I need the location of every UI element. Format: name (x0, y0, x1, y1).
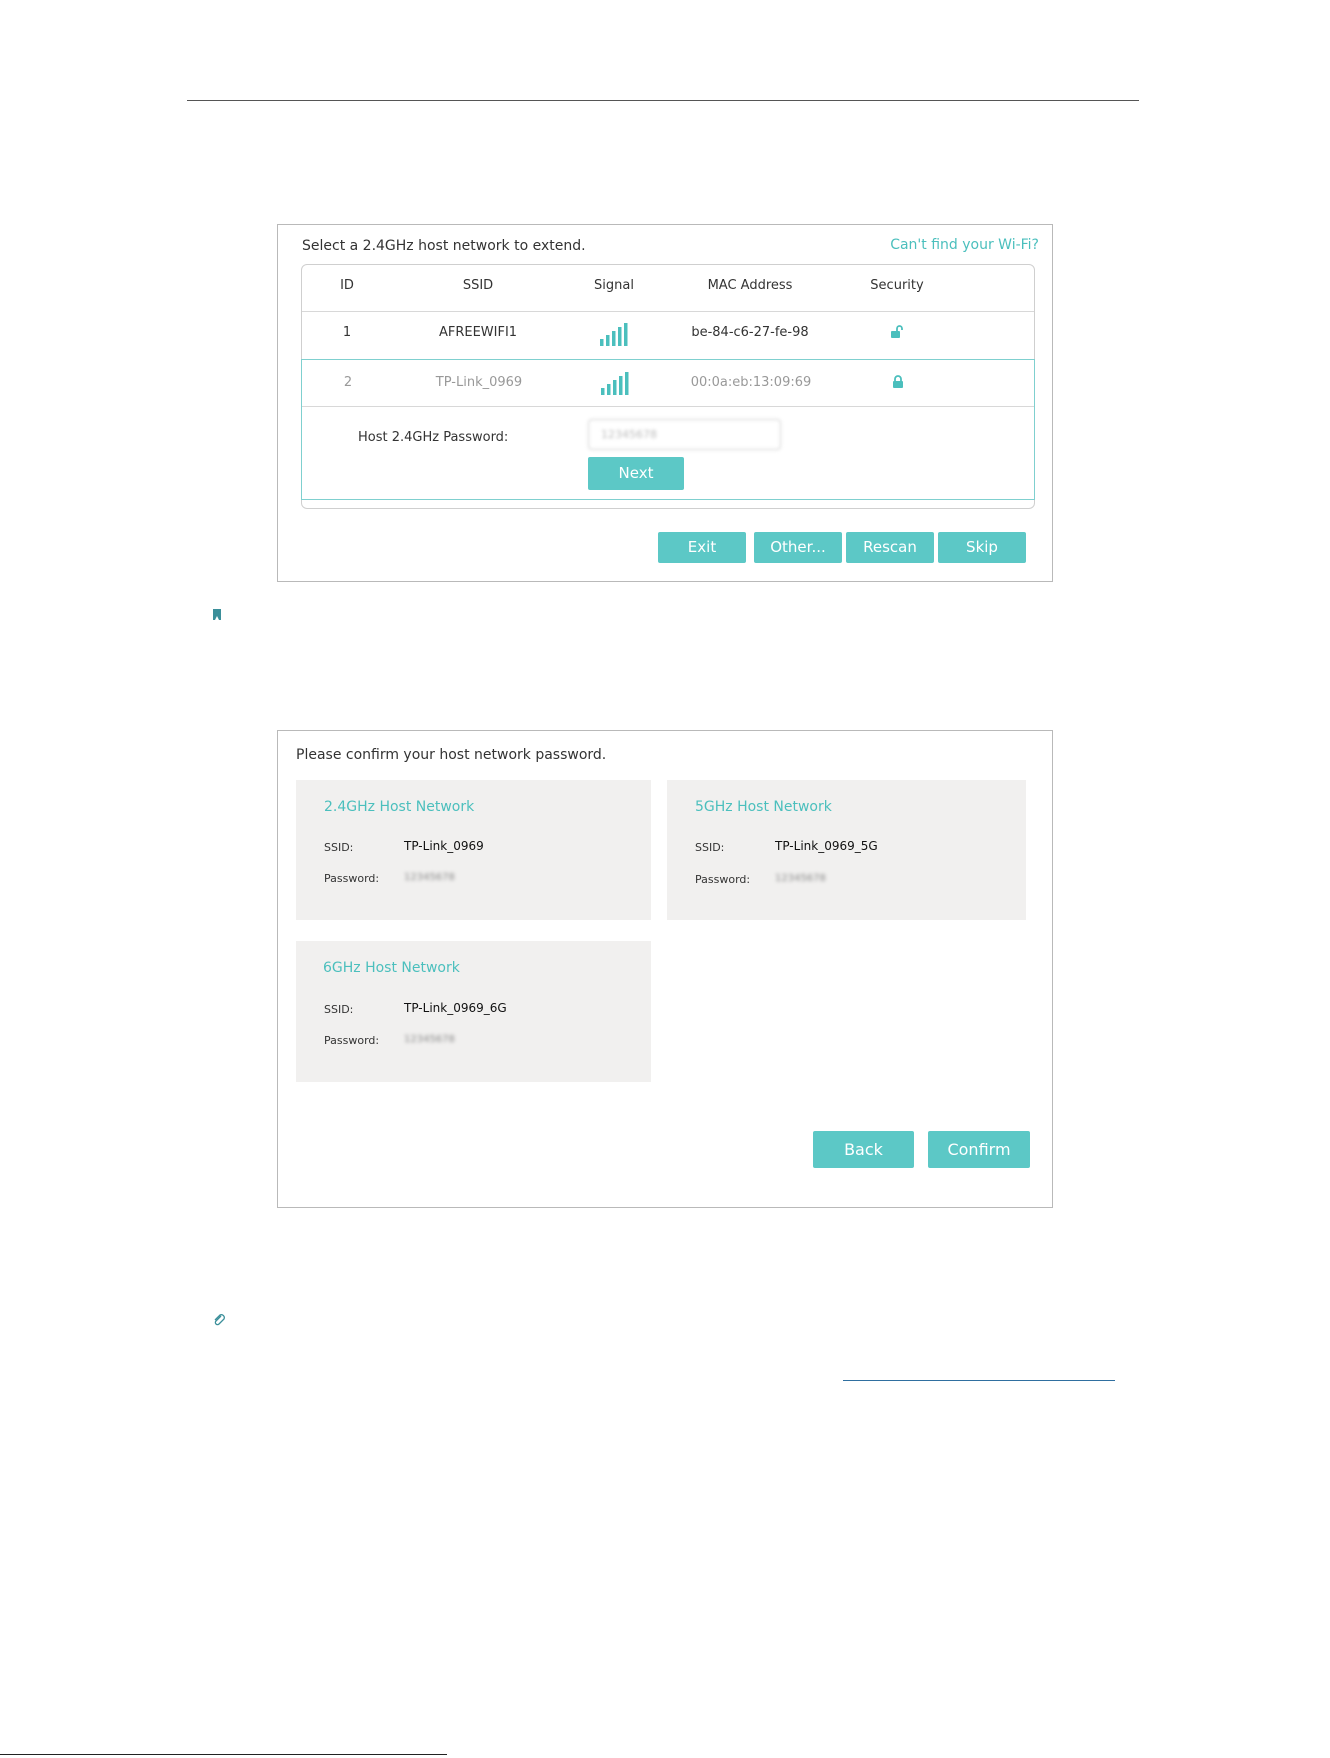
row-mac: 00:0a:eb:13:09:69 (690, 375, 812, 390)
row-mac: be-84-c6-27-fe-98 (691, 325, 809, 340)
row-id: 2 (343, 375, 353, 390)
host-password-label: Host 2.4GHz Password: (358, 430, 509, 445)
row-ssid: TP-Link_0969 (435, 375, 523, 390)
card-title: 5GHz Host Network (695, 799, 832, 815)
signal-strength-icon (601, 371, 629, 395)
row-id: 1 (342, 325, 352, 340)
card-title: 2.4GHz Host Network (324, 799, 475, 815)
column-header-security: Security (870, 278, 924, 293)
other-button[interactable]: Other... (754, 532, 842, 563)
network-table (301, 264, 1035, 509)
exit-button[interactable]: Exit (658, 532, 746, 563)
column-header-signal: Signal (594, 278, 634, 293)
host-network-card-2g (296, 780, 651, 920)
paperclip-icon (212, 1313, 226, 1327)
row-divider (302, 406, 1034, 407)
column-header-mac: MAC Address (707, 278, 793, 293)
password-label: Password: (324, 872, 380, 885)
password-label: Password: (695, 873, 751, 886)
ssid-label: SSID: (324, 1003, 354, 1016)
confirm-password-panel (277, 730, 1053, 1208)
host-network-card-6g (296, 941, 651, 1082)
next-button[interactable]: Next (588, 457, 684, 490)
panel-title: Please confirm your host network password. (296, 747, 607, 763)
cant-find-wifi-link[interactable]: Can't find your Wi-Fi? (890, 237, 1039, 253)
footer-rule (0, 1754, 447, 1755)
skip-button[interactable]: Skip (938, 532, 1026, 563)
row-ssid: AFREEWIFI1 (438, 325, 518, 340)
panel-title: Select a 2.4GHz host network to extend. (302, 238, 586, 254)
rescan-button[interactable]: Rescan (846, 532, 934, 563)
host-password-input[interactable]: 12345678 (588, 419, 781, 450)
host-network-select-panel (277, 224, 1053, 582)
header-divider (302, 311, 1034, 312)
password-value: 12345678 (404, 1034, 455, 1045)
bookmark-icon (213, 609, 221, 620)
password-label: Password: (324, 1034, 380, 1047)
column-header-id: ID (340, 278, 354, 293)
header-rule (187, 100, 1139, 101)
confirm-button[interactable]: Confirm (928, 1131, 1030, 1168)
password-value: 12345678 (404, 872, 455, 883)
ssid-value: TP-Link_0969_5G (775, 839, 878, 853)
card-title: 6GHz Host Network (323, 960, 460, 976)
signal-strength-icon (600, 322, 628, 346)
ssid-label: SSID: (695, 841, 725, 854)
back-button[interactable]: Back (813, 1131, 914, 1168)
ssid-value: TP-Link_0969_6G (404, 1001, 507, 1015)
ssid-label: SSID: (324, 841, 354, 854)
ssid-value: TP-Link_0969 (404, 839, 484, 853)
host-network-card-5g (667, 780, 1026, 920)
link-underline (843, 1380, 1115, 1381)
column-header-ssid: SSID (462, 278, 494, 293)
open-lock-icon (890, 325, 904, 339)
lock-icon (892, 375, 904, 389)
table-row-selected[interactable] (301, 359, 1035, 500)
password-value: 12345678 (775, 873, 826, 884)
